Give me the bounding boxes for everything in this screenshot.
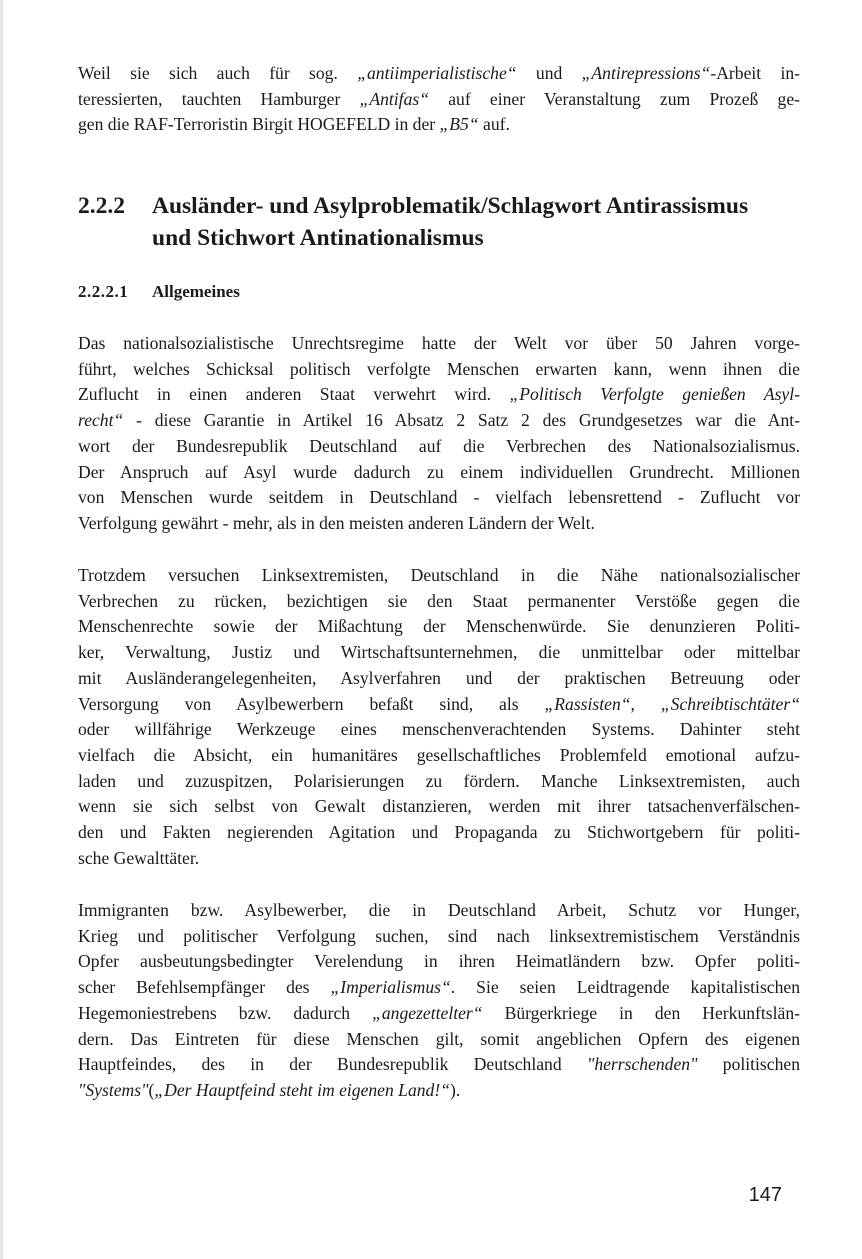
quoted-term: "Systems" xyxy=(78,1079,149,1100)
page-number: 147 xyxy=(748,1184,782,1206)
text-line: scher Befehlsempfänger des „Imperialismus“. Sie seien Leidtragende kapitalistischen xyxy=(78,977,801,998)
section-title-line1: Ausländer- und Asylproblematik/Schlagwort Antirassismus xyxy=(152,193,749,219)
quoted-term: „Antirepressions“ xyxy=(581,63,711,83)
text-line: Verbrechen zu rücken, bezichtigen sie den Staat permanenter Verstöße gegen die xyxy=(78,590,800,611)
text-line: dern. Das Eintreten für diese Menschen gilt, somit angeblichen Opfern des eigenen xyxy=(78,1028,800,1049)
text-line: Hauptfeindes, des in der Bundesrepublik Deutschland "herrschenden" politischen xyxy=(78,1054,800,1075)
text-line: Opfer ausbeutungsbedingter Verelendung in ihren Heimatländern bzw. Opfer politi- xyxy=(78,951,800,972)
quoted-term: „B5“ xyxy=(439,114,479,135)
text-line: Versorgung von Asylbewerbern befaßt sind, als „Rassisten“, „Schreibtischtäter“ xyxy=(78,693,800,714)
quoted-term: „angezettelter“ xyxy=(372,1002,483,1023)
text-line: wort der Bundesrepublik Deutschland auf die Verbrechen des Nationalsozialismus. xyxy=(78,435,800,456)
text-line: recht“ - diese Garantie in Artikel 16 Absatz 2 Satz 2 des Grundgesetzes war die Ant- xyxy=(78,410,800,431)
text-line: Hegemoniestrebens bzw. dadurch „angezettelter“ Bürgerkriege in den Herkunftslän- xyxy=(78,1002,800,1023)
quoted-term: „Schreibtischtäter“ xyxy=(660,693,800,714)
text-line: teressierten, tauchten Hamburger „Antifas“ auf einer Veranstaltung zum Prozeß ge- xyxy=(78,88,800,109)
paragraph-1 xyxy=(78,331,800,537)
section-heading xyxy=(78,190,808,254)
quoted-term: „Antifas“ xyxy=(359,88,429,109)
text-line: oder willfährige Werkzeuge eines menschenverachtenden Systems. Dahinter steht xyxy=(78,719,800,740)
text-line: "Systems"(„Der Hauptfeind steht im eigenen Land!“). xyxy=(78,1079,461,1100)
text-line: Krieg und politischer Verfolgung suchen, sind nach linksextremistischem Verständnis xyxy=(78,925,800,946)
text-line: gen die RAF-Terroristin Birgit HOGEFELD in der „B5“ auf. xyxy=(78,114,510,135)
text-line: Immigranten bzw. Asylbewerber, die in Deutschland Arbeit, Schutz vor Hunger, xyxy=(78,900,800,920)
text-line: ker, Verwaltung, Justiz und Wirtschaftsunternehmen, die unmittelbar oder mittelbar xyxy=(78,642,800,663)
text-line: Das nationalsozialistische Unrechtsregime hatte der Welt vor über 50 Jahren vorge- xyxy=(78,333,800,353)
text-line: Der Anspruch auf Asyl wurde dadurch zu einem individuellen Grundrecht. Millionen xyxy=(78,461,800,482)
text-line: mit Ausländerangelegenheiten, Asylverfahren und der praktischen Betreuung oder xyxy=(78,667,800,688)
paragraph-2 xyxy=(78,563,800,871)
intro-paragraph xyxy=(78,61,800,138)
text-line: Trotzdem versuchen Linksextremisten, Deutschland in die Nähe nationalsozialischer xyxy=(78,565,800,585)
paragraph-3 xyxy=(78,898,800,1104)
text-line: Menschenrechte sowie der Mißachtung der Menschenwürde. Sie denunzieren Politi- xyxy=(78,616,800,637)
subsection-title: Allgemeines xyxy=(152,282,240,301)
quoted-term: „Der Hauptfeind steht im eigenen Land!“ xyxy=(154,1079,450,1100)
text-line: Verfolgung gewährt - mehr, als in den meisten anderen Ländern der Welt. xyxy=(78,512,595,533)
quoted-term: „Politisch Verfolgte genießen Asyl- xyxy=(509,384,800,405)
text-line: laden und zuzuspitzen, Polarisierungen zu fördern. Manche Linksextremisten, auch xyxy=(78,770,800,791)
subsection-heading xyxy=(78,280,240,304)
quoted-term: "herrschenden" xyxy=(586,1054,698,1075)
text-line: wenn sie sich selbst von Gewalt distanzieren, werden mit ihrer tatsachenverfälschen- xyxy=(78,796,800,817)
text-line: Weil sie sich auch für sog. „antiimperialistische“ und „Antirepressions“-Arbeit in- xyxy=(78,63,801,83)
quoted-term: recht“ xyxy=(78,410,124,431)
quoted-term: „Imperialismus“ xyxy=(330,977,451,998)
text-line: vielfach die Absicht, ein humanitäres gesellschaftliches Problemfeld emotional aufzu- xyxy=(78,744,800,765)
section-title-line2: und Stichwort Antinationalismus xyxy=(152,225,484,251)
subsection-number: 2.2.2.1 xyxy=(78,282,129,301)
section-number: 2.2.2 xyxy=(78,193,125,219)
quoted-term: „antiimperialistische“ xyxy=(357,63,517,83)
text-line: von Menschen wurde seitdem in Deutschland - vielfach lebensrettend - Zuflucht vor xyxy=(78,487,800,508)
text-line: führt, welches Schicksal politisch verfolgte Menschen erwarten kann, wenn ihnen die xyxy=(78,358,800,379)
page-edge-shadow xyxy=(0,0,3,1259)
text-line: Zuflucht in einen anderen Staat verwehrt wird. „Politisch Verfolgte genießen Asyl- xyxy=(78,384,800,405)
quoted-term: „Rassisten“ xyxy=(544,693,631,714)
text-line: sche Gewalttäter. xyxy=(78,847,200,868)
text-line: den und Fakten negierenden Agitation und Propaganda zu Stichwortgebern für politi- xyxy=(78,822,800,843)
